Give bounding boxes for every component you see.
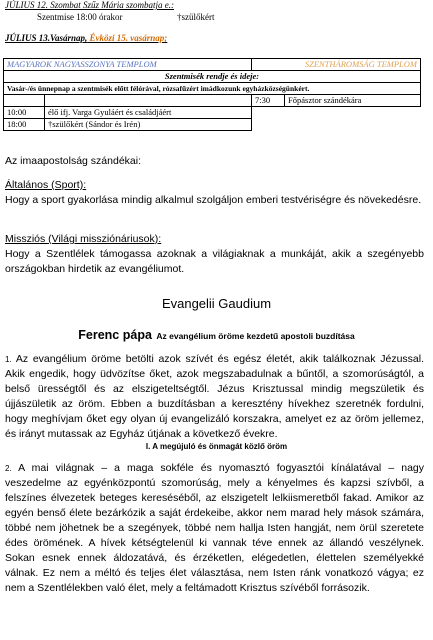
- paragraph-number: 2.: [5, 464, 12, 473]
- paragraph-2: [5, 461, 424, 596]
- paragraph-number: 1.: [5, 355, 12, 364]
- mass-intention-text: †szülőkért: [177, 12, 215, 22]
- mission-intention-text: Hogy a Szentlélek támogassa azoknak a világiaknak a munkáját, akik a szegényebb országokban hirdetik az evangéliumot.: [5, 248, 424, 275]
- mass-schedule-table: [3, 58, 421, 131]
- row-text: †szülőkért (Sándor és Irén): [45, 119, 252, 131]
- table-row: [4, 59, 421, 71]
- row-time: 10:00: [4, 107, 45, 119]
- sunday-feast: Évközi 15. vasárnap;: [89, 33, 168, 43]
- schedule-title: Szentmisék rendje és ideje:: [4, 71, 421, 83]
- header-line-sunday: [5, 33, 167, 43]
- table-row: [4, 107, 421, 119]
- schedule-notice: Vasár-/és ünnepnap a szentmisék előtt félórával, rózsafűzért imádkozunk egyházközségünkért.: [4, 83, 421, 95]
- row-time: 18:00: [4, 119, 45, 131]
- paragraph-text: A mai világnak – a maga sokféle és nyomasztó fogyasztói kínálatával – nagy veszedelme az egyénközpontú szomorúság, mely a kényelmes és kapzsi szívből, a felszínes élvezetek beteges kereséséből, az elszigetelt lelkiismeretből fakad. Amikor az egyén benső élete bezárkózik a saját érdekeibe, akkor nem marad hely mások számára, többé nem jöhetnek be a szegények, többé nem hallja Isten hangját, nem örül szeretete édes örömének. A hívek kétségtelenül ki vannak téve ennek az állandó veszélynek. Sokan esnek ennek áldozatává, és érzéketlen, elégedetlen, élettelen személyekké válnak. Ez nem a méltó és teljes élet választása, nem Isten ránk vonatkozó vágya; ez nem a Szentlélekben való élet, mely a feltámadott Krisztus szívéből forrásozik.: [5, 462, 425, 594]
- row-time2: 7:30: [252, 95, 285, 107]
- section-heading: I. A megújuló és önmagát közlő öröm: [145, 442, 288, 451]
- paragraph-1: [5, 352, 424, 442]
- row-time2: [252, 119, 285, 131]
- table-row: [4, 83, 421, 95]
- paragraph-text: Az evangélium öröme betölti azok szívét és egész életét, akik találkoznak Jézussal. Akik engedik, hogy üdvözítse őket, azok megszabadulnak a bűntől, a szomorúságtól, a belső ürességtől és az elszigeteltségtől. Jézus Krisztussal mindig megszületik és újjászületik az öröm. Ebben a buzdításban a keresztény hívekhez szeretnék fordulni, hogy meghívjam őket egy olyan új evangelizáló korszakra, amelyet ez az öröm jellemez, és irányt mutassak az Egyház útjának a következő évekre.: [5, 353, 424, 440]
- church-left-name: MAGYAROK NAGYASSZONYA TEMPLOM: [4, 59, 252, 71]
- table-row: [4, 71, 421, 83]
- row-text2: [285, 119, 421, 131]
- mass-time-text: Szentmise 18:00 órakor: [37, 12, 123, 22]
- row-text: [45, 95, 252, 107]
- row-text2: [285, 107, 421, 119]
- header-line-mass: [37, 12, 215, 22]
- table-row: [4, 95, 421, 107]
- row-time2: [252, 107, 285, 119]
- table-row: [4, 119, 421, 131]
- general-intention-text: Hogy a sport gyakorlása mindig alkalmul szolgáljon emberi testvériségre és növekedésre.: [5, 194, 422, 206]
- general-intention-label: Általános (Sport):: [5, 179, 87, 191]
- intentions-heading: Az imaapostolság szándékai:: [5, 155, 141, 167]
- row-time: [4, 95, 45, 107]
- mission-intention-label: Missziós (Világi missziónáriusok):: [5, 233, 162, 245]
- row-text2: Főpásztor szándékára: [285, 95, 421, 107]
- header-line-saturday: JÚLIUS 12. Szombat Szűz Mária szombatja e.:: [5, 0, 175, 10]
- article-subtitle: [0, 326, 433, 344]
- article-author: Ferenc pápa: [78, 328, 152, 342]
- sunday-date: JÚLIUS 13.Vasárnap,: [5, 33, 88, 43]
- row-text: élő ifj. Varga Gyuláért és családjáért: [45, 107, 252, 119]
- church-right-name: SZENTHÁROMSÁG TEMPLOM: [252, 59, 421, 71]
- article-title: Evangelii Gaudium: [161, 296, 272, 311]
- article-description: Az evangélium öröme kezdetű apostoli buzdítása: [156, 331, 355, 341]
